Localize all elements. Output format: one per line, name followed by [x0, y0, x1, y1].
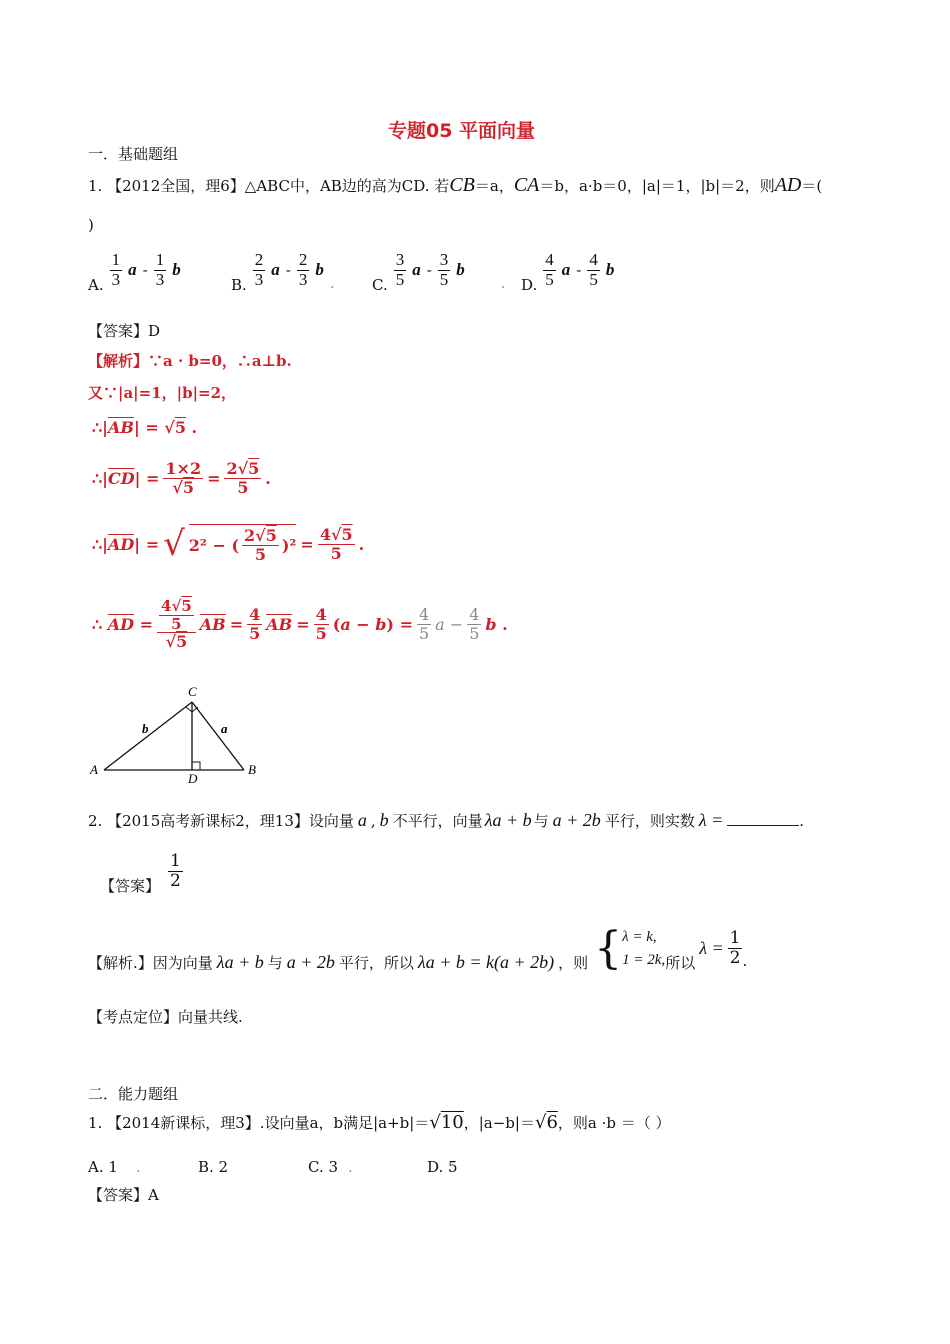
system-equation-2: 1 = 2k, [622, 951, 666, 968]
option-d-fraction-2: $\frac{4}{5}$ [589, 249, 598, 289]
question-1-option-d[interactable]: D. $\frac{4}{5}$ a - $\frac{4}{5}$ b [521, 249, 615, 294]
question-2-answer-label: 【答案】 [100, 877, 161, 896]
question-3-prefix: 1. 【2014新课标，理3】.设向量a，b满足|a+b|＝ [88, 1114, 430, 1132]
question-1-stem [88, 174, 822, 197]
option-c-fraction-1: $\frac{3}{5}$ [395, 249, 405, 289]
analysis-2-part-b: 与 [267, 954, 283, 972]
step-ad-length: $\therefore|\overline{AD}|$ = √ 2² − ( $\frac{2√5}{5}$ )² = $\frac{4√5}{5}$ . [92, 524, 365, 564]
vector-ca: CA [513, 174, 540, 196]
question-1-tail: ＝( [801, 177, 823, 195]
question-1-close-paren: ) [88, 216, 94, 234]
option-mark-c: . [348, 1158, 353, 1176]
question-1-option-a[interactable]: A. $\frac{1}{3}$ a - $\frac{1}{3}$ b [88, 249, 181, 294]
question-1-option-c[interactable]: C. $\frac{3}{5}$ a - $\frac{3}{5}$ b . [372, 249, 506, 294]
section-heading-ability: 二．能力题组 [88, 1085, 179, 1103]
vector-ad: AD [774, 174, 802, 196]
vector-cb: CB [449, 174, 475, 196]
step-cd-length: $\therefore|\overline{CD}|$ = $\frac{1\times 2}{√5}$ = $\frac{2√5}{5}$ . [92, 459, 271, 497]
option-mark-a: . [136, 1158, 141, 1176]
question-2-mid2: 与 [533, 812, 549, 830]
question-2-stem: 2. 【2015高考新课标2，理13】设向量 a , b 不平行，向量 λa + b 与 a + 2b 平行，则实数 λ = . [88, 810, 805, 830]
question-2-mid1: 不平行，向量 [392, 812, 483, 830]
option-d-label: D. [521, 276, 538, 294]
question-2-answer [100, 852, 183, 900]
question-2-analysis: 【解析.】因为向量 λa + b 与 a + 2b 平行，所以 λa + b = k(a + 2b) ，则 { λ = k, 1 = 2k, 所以 λ = $\frac{1}{2}$ . [88, 922, 748, 974]
option-d-fraction-1: $\frac{4}{5}$ [545, 249, 554, 289]
question-2-kaodian: 【考点定位】向量共线. [88, 1008, 243, 1026]
question-1-eq-b: ＝b，a·b＝0，|a|＝1，|b|＝2，则 [539, 177, 775, 195]
option-b-label: B. [231, 276, 247, 294]
analysis-2-part-e: 所以 [665, 954, 696, 972]
question-3-option-c[interactable]: C. 3 [308, 1158, 339, 1176]
question-3-answer: 【答案】A [88, 1186, 159, 1204]
question-2-tail: . [799, 812, 805, 830]
step-ad-vector: ∴ $\overline{AD}$ = $\frac{\frac{4√5}{5}}{√5}$ $\overline{AB}$ = $\frac{4}{5}$ $\overline{AB}$ = $\frac{4}{5}$ (a − b) = $\frac{4}{5}$ a − $\frac{4}{5}$ b . [92, 597, 508, 651]
system-equation-1: λ = k, [622, 929, 657, 945]
question-1-prefix: 1. 【2012全国，理6】△ABC中，AB边的高为CD. 若 [88, 177, 450, 195]
vertex-c-label: C [188, 684, 197, 699]
analysis-2-part-d: ，则 [558, 954, 589, 972]
option-b-fraction-1: $\frac{2}{3}$ [254, 249, 264, 289]
option-c-label: C. [372, 276, 388, 294]
analysis-2-part-a: 【解析.】因为向量 [88, 954, 213, 972]
page-title: 专题05 平面向量 [388, 120, 536, 142]
option-a-label: A. [88, 276, 104, 294]
step-ab-length: $\therefore|\overline{AB}| = √5$ . [92, 418, 198, 437]
question-3-option-d[interactable]: D. 5 [427, 1158, 458, 1176]
option-b-fraction-2: $\frac{2}{3}$ [298, 249, 308, 289]
question-1-analysis-1: 【解析】∵a · b=0，∴a⊥b. [88, 352, 292, 370]
question-3-option-a[interactable]: A. 1 [88, 1158, 118, 1176]
vertex-b-label: B [248, 762, 256, 777]
option-a-fraction-1: $\frac{1}{3}$ [111, 249, 121, 289]
vertex-a-label: A [90, 762, 98, 777]
question-1-analysis-2: 又∵|a|=1，|b|=2， [88, 384, 237, 402]
vertex-d-label: D [188, 771, 198, 784]
triangle-diagram [88, 684, 268, 784]
question-2-mid3: 平行，则实数 [604, 812, 695, 830]
question-1-eq-a: ＝a， [474, 177, 514, 195]
option-a-fraction-2: $\frac{1}{3}$ [155, 249, 165, 289]
section-heading-basic: 一．基础题组 [88, 145, 179, 163]
analysis-2-part-c: 平行，所以 [338, 954, 414, 972]
option-c-fraction-2: $\frac{3}{5}$ [439, 249, 449, 289]
question-3-stem: 1. 【2014新课标，理3】.设向量a，b满足|a+b|＝ √10 ，|a−b|＝ √6 ，则a ·b ＝（ ） [88, 1112, 671, 1133]
question-1-option-b[interactable]: B. $\frac{2}{3}$ a - $\frac{2}{3}$ b . [231, 249, 335, 294]
question-2-answer-fraction: $\frac{1}{2}$ [170, 851, 181, 891]
side-b-label: b [142, 721, 149, 736]
question-1-answer: 【答案】D [88, 322, 161, 340]
question-3-root-1: 10 [440, 1112, 464, 1133]
side-a-label: a [221, 721, 228, 736]
question-3-mid: ，|a−b|＝ [463, 1114, 535, 1132]
question-3-tail: ，则a ·b ＝（ ） [557, 1114, 671, 1132]
question-3-root-2: 6 [546, 1112, 558, 1133]
question-2-answer-blank[interactable] [727, 811, 799, 826]
question-2-prefix: 2. 【2015高考新课标2，理13】设向量 [88, 812, 354, 830]
question-3-option-b[interactable]: B. 2 [198, 1158, 229, 1176]
